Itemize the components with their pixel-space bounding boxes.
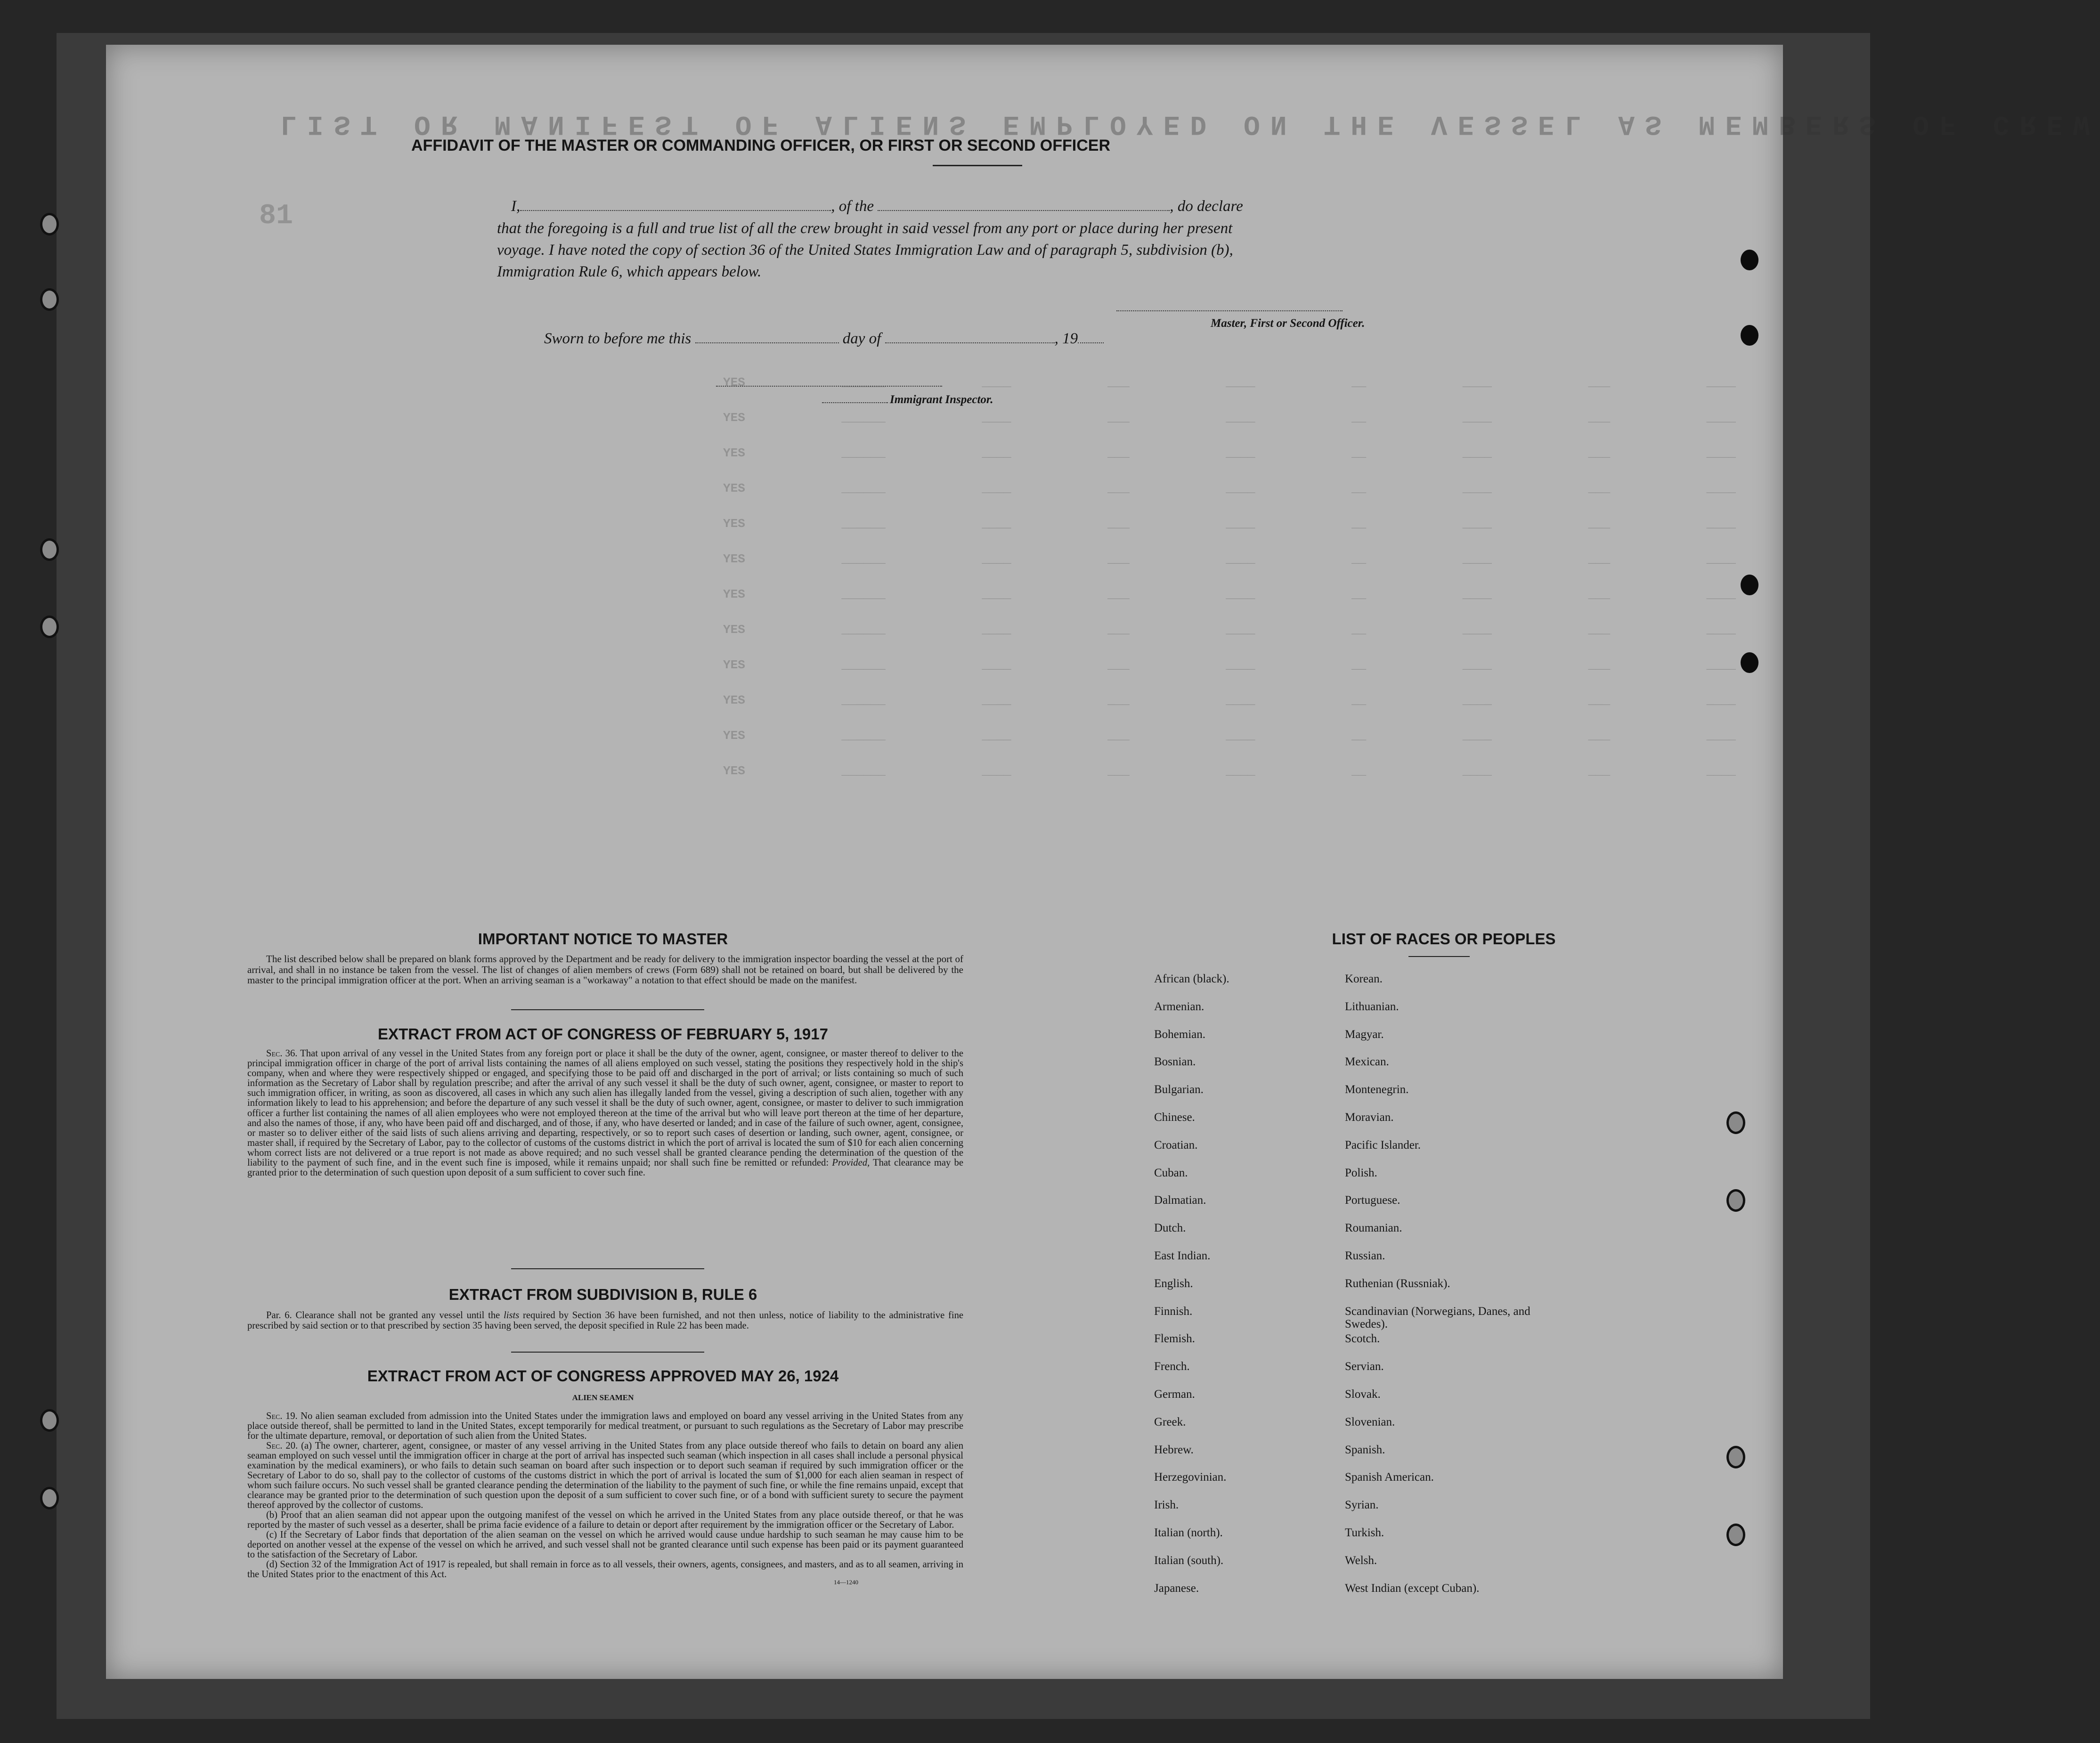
declaration-line bbox=[497, 198, 1243, 215]
notice-paragraph: The list described below shall be prepared on blank forms approved by the Department and be ready for delivery to the immigration inspector boarding the vessel at the port of arrival, and shall in no instance be taken from the vessel. The list of changes of alien members of crews (Form 689) shall not be retained on board, but shall be delivered by the master to the principal immigration officer at the port. When an arriving seaman is a "workaway" a notation to that effect should be made on the manifest. bbox=[247, 953, 963, 986]
race-item: Italian (south). bbox=[1154, 1554, 1224, 1567]
vessel-field[interactable] bbox=[878, 199, 1170, 211]
race-item: Japanese. bbox=[1154, 1581, 1199, 1595]
alien-seamen-subtitle: ALIEN SEAMEN bbox=[572, 1393, 634, 1402]
ghost-row: YES ______ ____ ___ ____ __ ____ ___ ____ bbox=[723, 623, 1736, 637]
race-item: East Indian. bbox=[1154, 1249, 1211, 1262]
races-right-column bbox=[1345, 973, 1543, 1609]
document-page bbox=[106, 45, 2100, 1679]
race-item: Roumanian. bbox=[1345, 1222, 1402, 1235]
binder-ring bbox=[40, 288, 59, 311]
do-declare-label: , do declare bbox=[1170, 198, 1243, 215]
ghost-row: YES ______ ____ ___ ____ __ ____ ___ ____ bbox=[723, 658, 1736, 672]
bleed-through-number: 81 bbox=[259, 200, 293, 232]
race-item: Portuguese. bbox=[1345, 1194, 1400, 1207]
race-item: Dalmatian. bbox=[1154, 1194, 1206, 1207]
race-item: Bohemian. bbox=[1154, 1028, 1206, 1041]
of-the-label: , of the bbox=[831, 198, 874, 215]
officer-signature-field[interactable] bbox=[1116, 299, 1343, 311]
month-field[interactable] bbox=[885, 331, 1055, 343]
ghost-row: YES ______ ____ ___ ____ __ ____ ___ ____ bbox=[723, 587, 1736, 601]
ghost-row: YES ______ ____ ___ ____ __ ____ ___ ____ bbox=[723, 517, 1736, 531]
extract-rule6-text bbox=[247, 1311, 963, 1331]
extract-rule6-title: EXTRACT FROM SUBDIVISION B, RULE 6 bbox=[448, 1286, 757, 1303]
race-item: Servian. bbox=[1345, 1360, 1384, 1373]
section-rule bbox=[511, 1268, 704, 1269]
race-item: Hebrew. bbox=[1154, 1443, 1194, 1456]
race-item: French. bbox=[1154, 1360, 1190, 1373]
race-item: Turkish. bbox=[1345, 1526, 1384, 1539]
day-field[interactable] bbox=[695, 331, 839, 343]
ghost-row: YES ______ ____ ___ ____ __ ____ ___ ____ bbox=[723, 375, 1736, 389]
title-rule bbox=[933, 165, 1022, 166]
i-label: I, bbox=[511, 198, 521, 215]
race-item: Syrian. bbox=[1345, 1499, 1379, 1512]
race-item: African (black). bbox=[1154, 973, 1229, 985]
affidavit-body-3: Immigration Rule 6, which appears below. bbox=[497, 263, 762, 280]
affidavit-body-2: voyage. I have noted the copy of section 36 of the United States Immigration Law and of paragraph 5, subdivision (b), bbox=[497, 242, 1233, 259]
ghost-row: YES ______ ____ ___ ____ __ ____ ___ ____ bbox=[723, 552, 1736, 566]
binder-ring bbox=[40, 213, 59, 235]
inspector-dash bbox=[822, 391, 888, 403]
sec-20a-text: (a) The owner, charterer, agent, consignee, or master of any vessel arriving in the United States from any place outside thereof who fails to detain on board any alien seaman employed on such vessel until the immigration officer in charge at the port of arrival has inspected such seaman (which inspection in all cases shall include a personal physical examination by the medical examiners), or who fails to detain such seaman on board after such inspection or to deport such seaman if required by such immigration officer or the Secretary of Labor to do so, shall pay to the collector of customs of the customs district in which the port of arrival is located the sum of $1,000 for each alien seaman in respect of whom such failure occurs. No such vessel shall be granted clearance pending the determination of the liability to the payment of such fine, or while the fine remains unpaid, except that clearance may be granted prior to the determination of such question upon the deposit of a sum sufficient to cover such fine, or of a bond with sufficient surety to secure the payment thereof approved by the collector of customs. bbox=[247, 1441, 963, 1510]
punch-hole bbox=[1741, 250, 1758, 270]
race-item: Spanish American. bbox=[1345, 1471, 1434, 1484]
inspector-signature-field[interactable] bbox=[716, 374, 942, 387]
race-item: Greek. bbox=[1154, 1415, 1186, 1428]
sec-20-label: Sec. 20. bbox=[266, 1441, 298, 1451]
bleed-through-header: LIST OR MANIFEST OF ALIENS EMPLOYED ON THE VESSEL AS MEMBERS OF CREW bbox=[280, 108, 2100, 139]
race-item: German. bbox=[1154, 1387, 1195, 1401]
day-of-label: day of bbox=[842, 330, 881, 347]
race-item: West Indian (except Cuban). bbox=[1345, 1581, 1480, 1595]
race-item: Bulgarian. bbox=[1154, 1083, 1204, 1096]
sec-20c-text: (c) If the Secretary of Labor finds that deportation of the alien seaman on the vessel on which he arrived would cause undue hardship to such seaman he may cause him to be deported on another vessel at the expense of the vessel on which he arrived, and such vessel shall not be granted clearance until such expense has been paid or its payment guaranteed to the satisfaction of the Secretary of Labor. bbox=[247, 1530, 963, 1560]
binder-ring bbox=[40, 1409, 59, 1432]
punch-hole bbox=[1741, 575, 1758, 595]
race-item: Irish. bbox=[1154, 1499, 1179, 1512]
notice-text bbox=[247, 954, 963, 986]
sec-36-text: That upon arrival of any vessel in the United States from any foreign port or place it shall be the duty of the owner, agent, consignee, or master thereof to deliver to the principal immigration officer in charge of the port of arrival lists containing the names of all aliens employed on such vessel, stating the positions they respectively hold in the ship's company, when and where they were respectively shipped or engaged, and specifying those to be paid off and discharged in the port of arrival; or lists containing so much of such information as the Secretary of Labor shall by regulation prescribe; and after the arrival of any such vessel it shall be the duty of such owner, agent, consignee, or master to report to such immigration officer, in writing, as soon as discovered, all cases in which any such alien has illegally landed from the vessel, giving a description of such alien, together with any information likely to lead to his apprehension; and before the departure of any such vessel it shall be the duty of such owner, agent, consignee, or master to deliver to such immigration officer a further list containing the names of all alien employees who were not employed thereon at the time of the arrival but who will leave port thereon at the time of her departure, and also the names of those, if any, who have been paid off and discharged, and of those, if any, who have deserted or landed; and in case of the failure of such owner, agent, consignee, or master so to deliver either of the said lists of such aliens arriving and departing, respectively, or so to report such cases of desertion or landing, such owner, agent, consignee, or master shall, if required by the Secretary of Labor, pay to the collector of customs of the customs district in which the port of arrival is located the sum of $10 for each alien concerning whom correct lists are not delivered or a true report is not made as above required; and no such vessel shall be granted clearance pending the determination of the question of the liability to the payment of such fine, and in the event such fine is imposed, while it remains unpaid; nor shall such fine be remitted or refunded: bbox=[247, 1048, 963, 1168]
race-item: Herzegovinian. bbox=[1154, 1471, 1227, 1484]
race-item: Polish. bbox=[1345, 1166, 1377, 1179]
race-item: Slovenian. bbox=[1345, 1415, 1395, 1428]
race-item: Scotch. bbox=[1345, 1332, 1380, 1346]
race-item: Lithuanian. bbox=[1345, 1000, 1399, 1013]
sec-36-label: Sec. 36. bbox=[266, 1048, 298, 1059]
punch-hole bbox=[1741, 325, 1758, 346]
par-6-text: Par. 6. Clearance shall not be granted any vessel until the bbox=[266, 1310, 500, 1321]
ghost-row: YES ______ ____ ___ ____ __ ____ ___ ____ bbox=[723, 693, 1736, 707]
race-item: Korean. bbox=[1345, 973, 1383, 985]
sec-36-proviso: That clearance may be granted prior to the determination of such question upon deposit of a sum sufficient to cover such fine. bbox=[247, 1158, 963, 1178]
name-field[interactable] bbox=[520, 199, 831, 211]
race-item: Chinese. bbox=[1154, 1111, 1195, 1124]
races-title-rule bbox=[1408, 956, 1470, 957]
race-item: Flemish. bbox=[1154, 1332, 1195, 1346]
race-item: Scandinavian (Norwegians, Danes, and Swedes). bbox=[1345, 1305, 1530, 1330]
lists-word: lists bbox=[504, 1310, 520, 1321]
races-title: LIST OF RACES OR PEOPLES bbox=[1332, 930, 1556, 948]
binder-ring bbox=[1726, 1524, 1745, 1546]
affidavit-title: AFFIDAVIT OF THE MASTER OR COMMANDING OFFICER, OR FIRST OR SECOND OFFICER bbox=[411, 137, 1110, 154]
race-item: Pacific Islander. bbox=[1345, 1138, 1421, 1151]
extract-1917-title: EXTRACT FROM ACT OF CONGRESS OF FEBRUARY 5, 1917 bbox=[378, 1025, 828, 1043]
race-item: Montenegrin. bbox=[1345, 1083, 1409, 1096]
sworn-label: Sworn to before me this bbox=[544, 330, 692, 347]
binder-ring bbox=[1726, 1446, 1745, 1468]
race-item: Cuban. bbox=[1154, 1166, 1188, 1179]
ghost-row: YES ______ ____ ___ ____ __ ____ ___ ____ bbox=[723, 481, 1736, 495]
race-item: Ruthenian (Russniak). bbox=[1345, 1277, 1450, 1290]
race-item: Bosnian. bbox=[1154, 1055, 1196, 1069]
race-item: Italian (north). bbox=[1154, 1526, 1223, 1539]
extract-1917-text bbox=[247, 1049, 963, 1178]
section-rule bbox=[511, 1352, 704, 1353]
binder-ring bbox=[1726, 1111, 1745, 1134]
race-item: Dutch. bbox=[1154, 1222, 1186, 1235]
race-item: Armenian. bbox=[1154, 1000, 1205, 1013]
race-item: Spanish. bbox=[1345, 1443, 1385, 1456]
race-item: English. bbox=[1154, 1277, 1193, 1290]
binder-ring bbox=[40, 1487, 59, 1509]
races-left-column bbox=[1154, 973, 1229, 1609]
sec-19-label: Sec. 19. bbox=[266, 1411, 298, 1421]
inspector-caption: Immigrant Inspector. bbox=[890, 393, 993, 406]
race-item: Russian. bbox=[1345, 1249, 1385, 1262]
sworn-line bbox=[544, 330, 1104, 348]
race-item: Finnish. bbox=[1154, 1305, 1193, 1318]
year-field[interactable] bbox=[1078, 331, 1104, 343]
extract-1924-title: EXTRACT FROM ACT OF CONGRESS APPROVED MAY 26, 1924 bbox=[367, 1367, 839, 1385]
race-item: Welsh. bbox=[1345, 1554, 1377, 1567]
race-item: Magyar. bbox=[1345, 1028, 1384, 1041]
sec-20d-text: (d) Section 32 of the Immigration Act of 1917 is repealed, but shall remain in force as to all vessels, their owners, agents, consignees, and masters, and as to all seamen, arriving in the United States prior to the enactment of this Act. bbox=[247, 1559, 963, 1580]
binder-ring bbox=[1726, 1189, 1745, 1212]
extract-1924-text bbox=[247, 1411, 963, 1580]
affidavit-body-1: that the foregoing is a full and true list of all the crew brought in said vessel from any port or place during her present bbox=[497, 220, 1233, 237]
ghost-row: YES ______ ____ ___ ____ __ ____ ___ ____ bbox=[723, 446, 1736, 460]
section-rule bbox=[511, 1009, 704, 1010]
year-prefix: , 19 bbox=[1054, 330, 1078, 347]
officer-signature-caption: Master, First or Second Officer. bbox=[1211, 317, 1365, 330]
notice-title: IMPORTANT NOTICE TO MASTER bbox=[478, 930, 728, 948]
binder-ring bbox=[40, 538, 59, 561]
ghost-row: YES ______ ____ ___ ____ __ ____ ___ ____ bbox=[723, 729, 1736, 743]
ghost-row: YES ______ ____ ___ ____ __ ____ ___ ____ bbox=[723, 764, 1736, 778]
race-item: Croatian. bbox=[1154, 1138, 1198, 1151]
form-number: 14—1240 bbox=[834, 1579, 858, 1586]
race-item: Slovak. bbox=[1345, 1387, 1381, 1401]
sec-19-text: No alien seaman excluded from admission into the United States under the immigration laws and employed on board any vessel arriving in the United States from any place outside thereof, shall be permitted to land in the United States, except temporarily for medical treatment, or pursuant to such regulations as the Secretary of Labor may prescribe for the ultimate departure, removal, or deportation of such alien from the United States. bbox=[247, 1411, 963, 1441]
sec-20b-text: (b) Proof that an alien seaman did not appear upon the outgoing manifest of the vessel on which he arrived in the United States from any place outside thereof, or that he was reported by the master of such vessel as a deserter, shall be prima facie evidence of a failure to detain or deport after requirement by the immigration officer or the Secretary of Labor. bbox=[247, 1510, 963, 1530]
inspector-line bbox=[822, 391, 993, 406]
binder-ring bbox=[40, 616, 59, 638]
provided-label: Provided, bbox=[832, 1158, 870, 1168]
ghost-row: YES ______ ____ ___ ____ __ ____ ___ ____ bbox=[723, 411, 1736, 425]
bleed-through-table bbox=[723, 365, 1736, 789]
race-item: Moravian. bbox=[1345, 1111, 1394, 1124]
par-6-text-cont: required by Section 36 have been furnished, and not then unless, notice of liability to the administrative fine prescribed by said section or to that prescribed by section 35 having been served, the deposit specified in Rule 22 has been made. bbox=[247, 1310, 964, 1331]
punch-hole bbox=[1741, 652, 1758, 673]
race-item: Mexican. bbox=[1345, 1055, 1389, 1069]
